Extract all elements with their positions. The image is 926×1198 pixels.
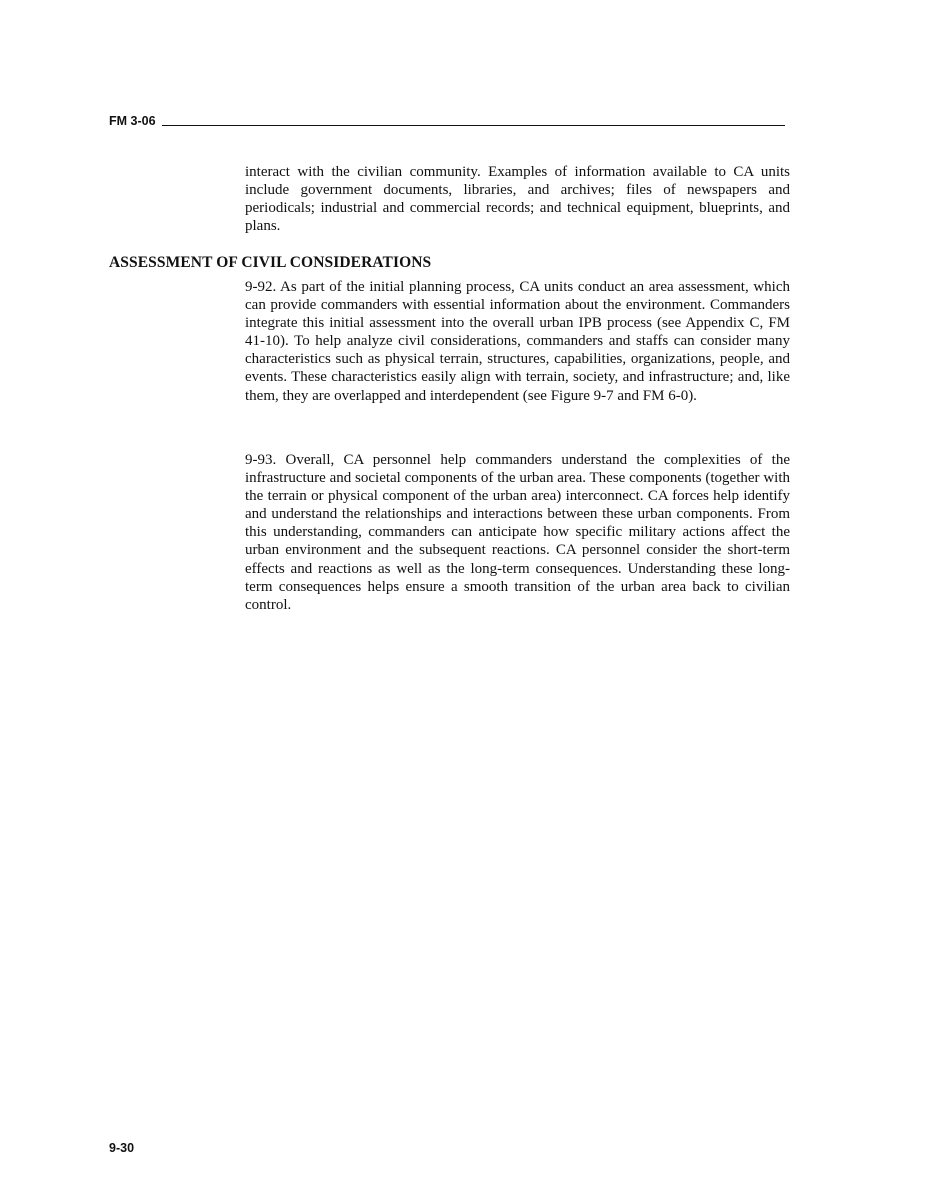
paragraph-9-93: 9-93. Overall, CA personnel help commanders understand the complexities of the infrastructure and societal components of the urban area. These components (together with the terrain or physical component of the urban area) interconnect. CA forces help identify and understand the relationships and interactions between these urban components. From this understanding, commanders can anticipate how specific military actions affect the urban environment and the subsequent reactions. CA personnel consider the short-term effects and reactions as well as the long-term consequences. Understanding these long-term consequences helps ensure a smooth transition of the urban area back to civilian control. [245,452,790,613]
header-rule [162,125,785,126]
paragraph-9-92: 9-92. As part of the initial planning process, CA units conduct an area assessment, which can provide commanders with essential information about the environment. Commanders integrate this initial assessment into the overall urban IPB process (see Appendix C, FM 41-10). To help analyze civil considerations, commanders and staffs can consider many characteristics such as physical terrain, structures, capabilities, organizations, people, and events. These characteristics easily align with terrain, society, and infrastructure; and, like them, they are overlapped and interdependent (see Figure 9-7 and FM 6-0). [245,279,790,404]
running-header [109,112,785,128]
manual-id: FM 3-06 [109,114,156,128]
page-number: 9-30 [109,1141,135,1155]
section-heading: ASSESSMENT OF CIVIL CONSIDERATIONS [109,254,432,271]
intro-paragraph: interact with the civilian community. Examples of information available to CA units include government documents, libraries, and archives; files of newspapers and periodicals; industrial and commercial records; and technical equipment, blueprints, and plans. [245,164,790,235]
